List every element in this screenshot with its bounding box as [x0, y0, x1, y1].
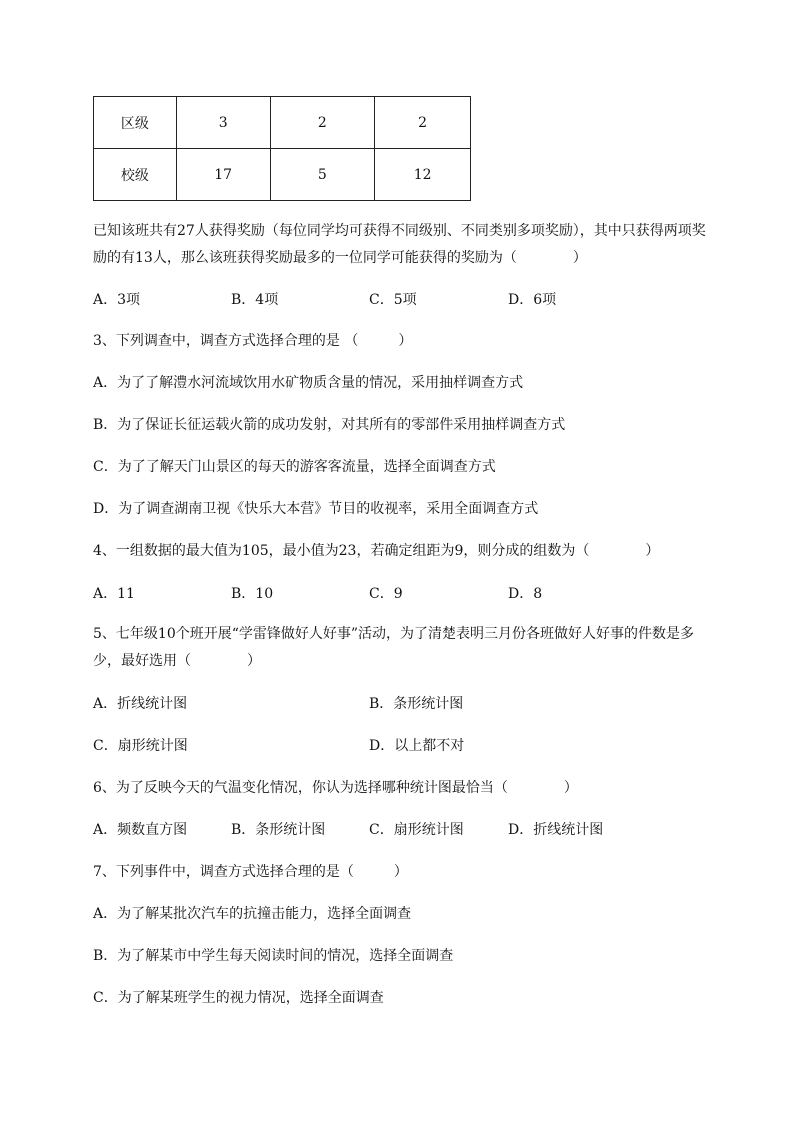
option-a: A．折线统计图 [93, 696, 188, 712]
question-4-stem [93, 542, 659, 560]
close-paren: ） [247, 653, 261, 669]
option-a: A．频数直方图 [93, 822, 188, 838]
table-cell: 2 [375, 97, 471, 149]
option-d: D．以上都不对 [369, 738, 465, 754]
question-3-stem [93, 332, 412, 350]
option-c: C．扇形统计图 [369, 822, 464, 838]
table-row [94, 149, 471, 201]
table-cell: 校级 [94, 149, 177, 201]
option-c: C．扇形统计图 [93, 738, 188, 754]
option-b: B．为了解某市中学生每天阅读时间的情况，选择全面调查 [93, 948, 454, 964]
table-cell: 17 [176, 149, 270, 201]
close-paren: ） [563, 780, 578, 796]
close-paren: ） [398, 333, 413, 349]
table-cell: 区级 [94, 97, 177, 149]
option-b: B．条形统计图 [369, 696, 464, 712]
question-5-stem [93, 621, 713, 675]
question-text: 7、下列事件中，调查方式选择合理的是（ [93, 864, 354, 880]
table-cell: 2 [270, 97, 375, 149]
close-paren: ） [645, 543, 660, 559]
option-a: A．11 [93, 586, 135, 602]
award-table [93, 96, 471, 201]
close-paren: ） [393, 864, 408, 880]
option-b: B．为了保证长征运载火箭的成功发射，对其所有的零部件采用抽样调查方式 [93, 417, 566, 433]
question-text: 3、下列调查中，调查方式选择合理的是 （ [93, 333, 359, 349]
option-b: B．4项 [231, 292, 279, 308]
option-d: D．折线统计图 [508, 822, 604, 838]
option-c: C．为了解某班学生的视力情况，选择全面调查 [93, 990, 384, 1006]
option-a: A．3项 [93, 292, 141, 308]
option-c: C．9 [369, 586, 403, 602]
table-row [94, 97, 471, 149]
table-cell: 5 [270, 149, 375, 201]
question-6-stem [93, 779, 578, 797]
option-a: A．为了解某批次汽车的抗撞击能力，选择全面调查 [93, 906, 412, 922]
option-a: A．为了了解澧水河流域饮用水矿物质含量的情况，采用抽样调查方式 [93, 375, 524, 391]
option-b: B．条形统计图 [231, 822, 326, 838]
question-text: 5、七年级10个班开展“学雷锋做好人好事”活动，为了清楚表明三月份各班做好人好事的件数是多少，最好选用（ [93, 626, 695, 669]
question-text: 6、为了反映今天的气温变化情况，你认为选择哪种统计图最恰当（ [93, 780, 508, 796]
table-cell: 3 [176, 97, 270, 149]
question-2-stem [93, 218, 713, 272]
option-b: B．10 [231, 586, 274, 602]
question-text: 已知该班共有27人获得奖励（每位同学均可获得不同级别、不同类别多项奖励），其中只获得两项奖励的有13人，那么该班获得奖励最多的一位同学可能获得的奖励为（ [93, 223, 706, 266]
question-text: 4、一组数据的最大值为105，最小值为23，若确定组距为9，则分成的组数为（ [93, 543, 590, 559]
option-d: D．6项 [508, 292, 557, 308]
option-c: C．5项 [369, 292, 417, 308]
table-cell: 12 [375, 149, 471, 201]
question-7-stem [93, 863, 408, 881]
option-d: D．8 [508, 586, 543, 602]
option-d: D．为了调查湖南卫视《快乐大本营》节目的收视率，采用全面调查方式 [93, 501, 539, 517]
close-paren: ） [572, 250, 587, 266]
option-c: C．为了了解天门山景区的每天的游客客流量，选择全面调查方式 [93, 459, 496, 475]
